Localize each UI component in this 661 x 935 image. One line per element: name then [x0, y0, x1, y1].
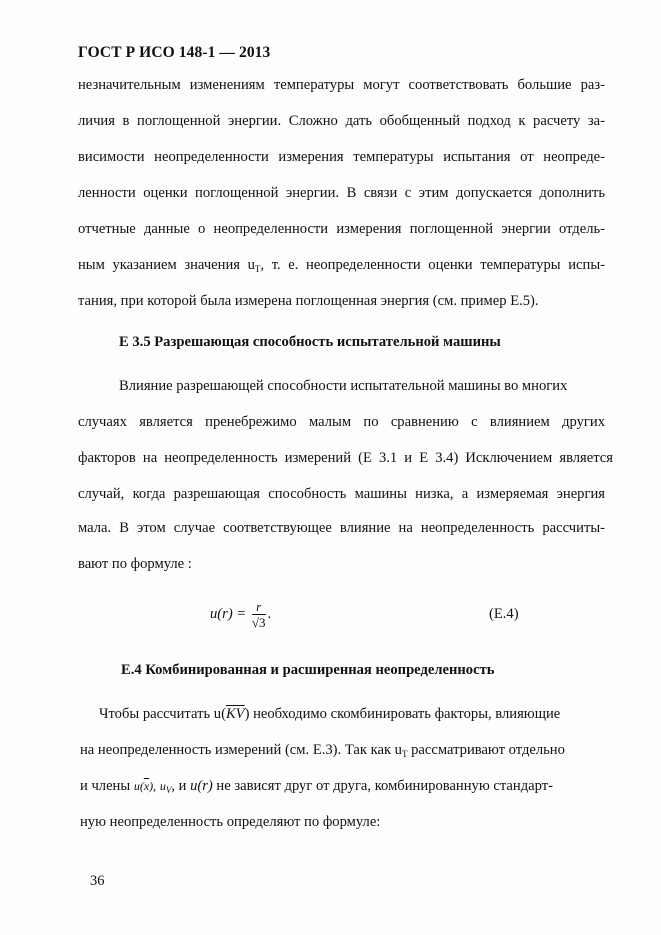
text-span: ным указанием значения u	[78, 257, 255, 273]
text-line	[78, 256, 605, 278]
subscript-t: T	[254, 264, 261, 274]
text-span: не зависят друг от друга, комбинированную стандарт-	[212, 778, 553, 794]
ux-open: u(	[133, 779, 144, 793]
formula-trailing: .	[267, 606, 272, 622]
text-line: личия в поглощенной энергии. Сложно дать обобщенный подход к расчету за-	[78, 113, 605, 129]
ux-close: ),	[149, 779, 157, 793]
text-line: случаях является пренебрежимо малым по сравнению с влиянием других	[78, 414, 605, 430]
kv-variable: $\overline{KV}$	[225, 706, 245, 722]
formula-ux	[134, 779, 156, 793]
uv-letter: u	[159, 779, 166, 793]
text-line	[80, 741, 565, 763]
text-span: ) необходимо скомбинировать факторы, влияющие	[244, 706, 561, 722]
formula-fraction	[252, 599, 266, 631]
text-span: рассматривают отдельно	[407, 742, 565, 758]
formula-label: (Е.4)	[489, 606, 519, 622]
text-span: Чтобы рассчитать u(	[99, 706, 226, 722]
text-span: , и	[171, 778, 191, 794]
formula-ur: u(r)	[190, 778, 213, 794]
uv-sub: V	[165, 785, 172, 795]
subscript-t: T	[401, 749, 408, 759]
ux-var: $\overline{x}$	[143, 779, 150, 793]
document-header: ГОСТ Р ИСО 148-1 — 2013	[78, 44, 271, 61]
text-span: на неопределенность измерений (см. Е.3). Так как u	[80, 742, 402, 758]
formula-uv	[160, 779, 172, 793]
text-line: ленности оценки поглощенной энергии. В связи с этим допускается дополнить	[78, 185, 605, 201]
section-heading-e4: Е.4 Комбинированная и расширенная неопределенность	[121, 662, 495, 678]
formula-denominator: √3	[251, 614, 266, 630]
text-line	[99, 705, 560, 723]
text-line: случай, когда разрешающая способность машины низка, а измеряемая энергия	[78, 486, 605, 502]
formula-numerator: r	[252, 599, 266, 615]
text-line: отчетные данные о неопределенности измерения поглощенной энергии отдель-	[78, 221, 605, 237]
formula-lhs: u(r) =	[210, 606, 247, 622]
section-heading-e35: Е 3.5 Разрешающая способность испытательной машины	[119, 334, 501, 350]
text-line: висимости неопределенности измерения температуры испытания от неопреде-	[78, 149, 605, 165]
text-line: мала. В этом случае соответствующее влияние на неопределенность рассчиты-	[78, 520, 605, 536]
formula-e4	[210, 598, 271, 631]
text-line: факторов на неопределенность измерений (Е 3.1 и Е 3.4) Исключением является	[78, 450, 613, 466]
text-line: незначительным изменениям температуры могут соответствовать большие раз-	[78, 77, 605, 93]
text-line: тания, при которой была измерена поглощенная энергия (см. пример Е.5).	[78, 293, 539, 309]
text-line: вают по формуле :	[78, 556, 192, 572]
page-number: 36	[90, 873, 105, 889]
text-line	[80, 777, 553, 799]
text-line: ную неопределенность определяют по формуле:	[80, 814, 381, 830]
text-span: и члены	[80, 778, 134, 794]
text-line: Влияние разрешающей способности испытательной машины во многих	[119, 378, 568, 394]
text-span: , т. е. неопределенности оценки температуры испы-	[260, 257, 605, 273]
